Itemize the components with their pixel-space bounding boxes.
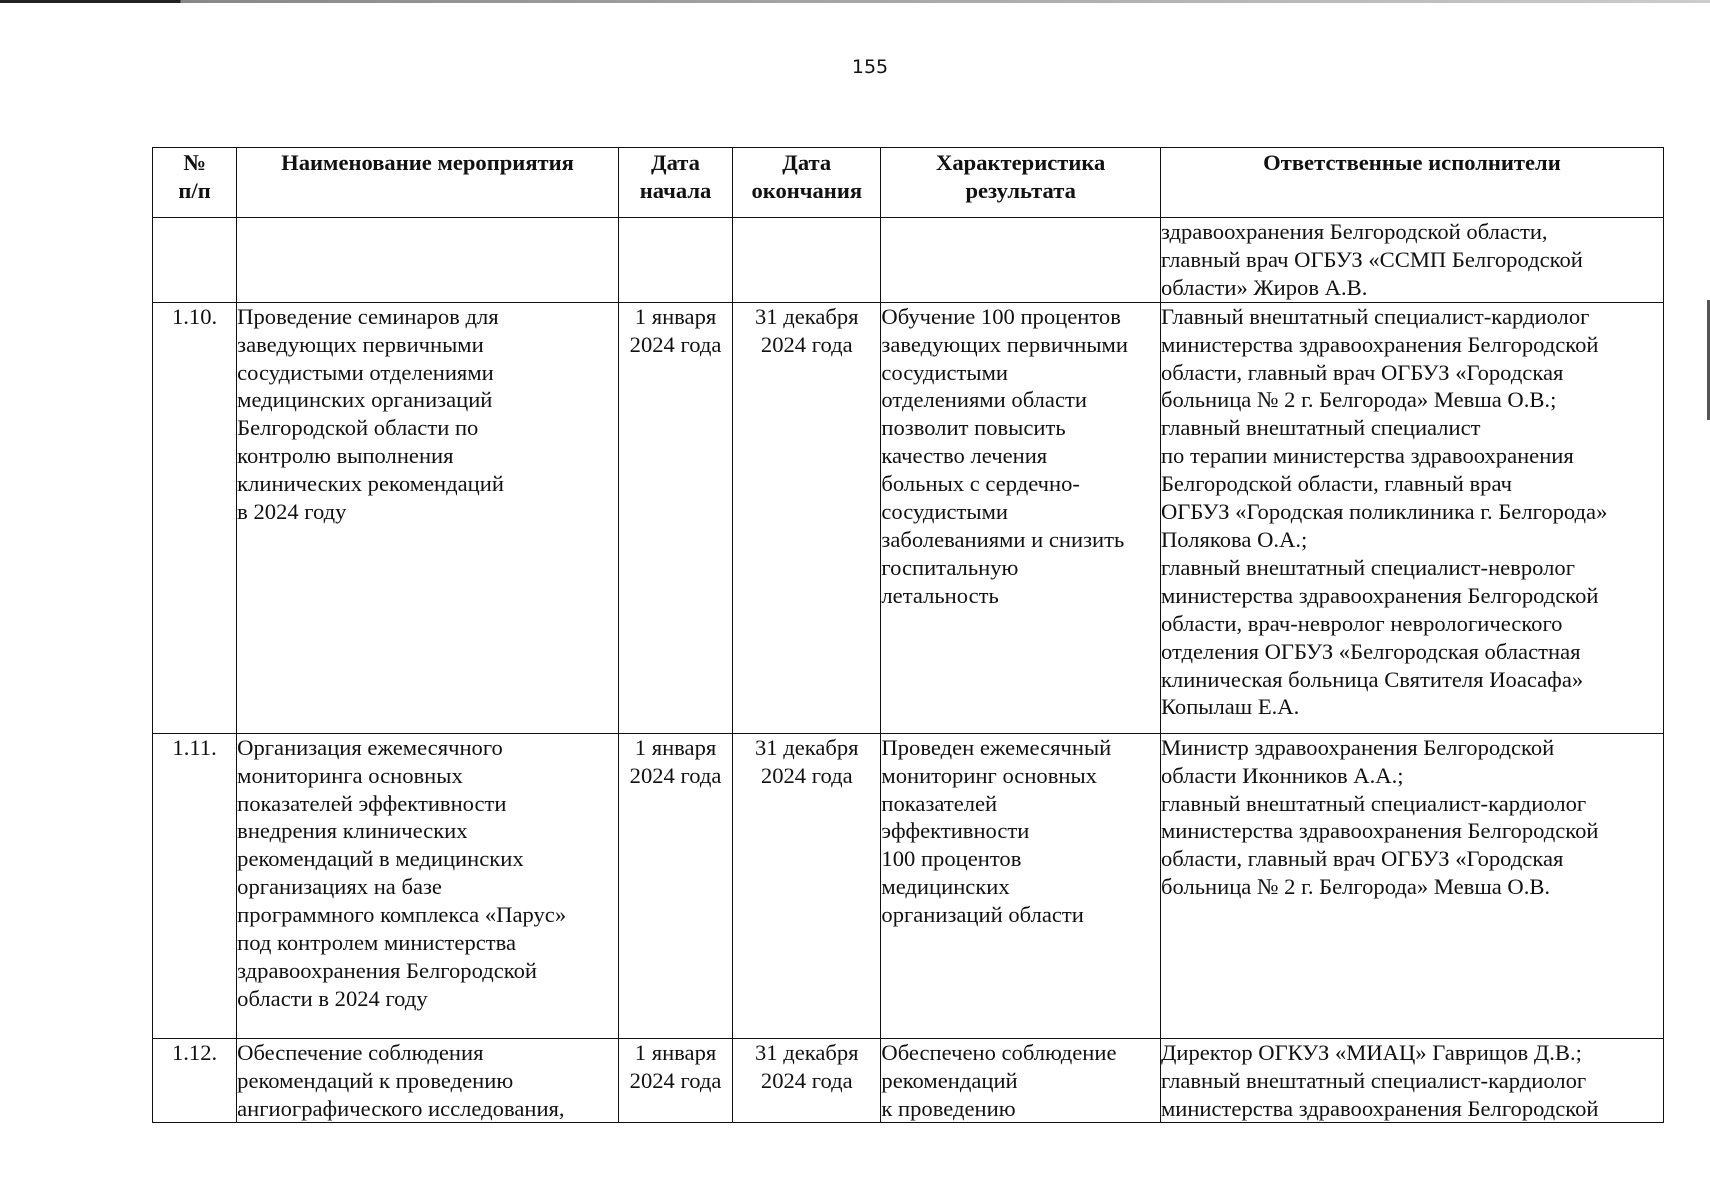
- header-num: [153, 148, 237, 218]
- text-line: сосудистыми отделениями: [237, 359, 494, 385]
- header-result: [881, 148, 1161, 218]
- text-line: Ответственные исполнители: [1263, 150, 1561, 175]
- text-line: к проведению: [881, 1095, 1016, 1121]
- cell-result: [881, 302, 1161, 733]
- text-line: рекомендаций в медицинских: [237, 846, 524, 872]
- text-line: окончания: [751, 178, 863, 203]
- page-number: 155: [851, 56, 889, 78]
- cell-end-date: [733, 1038, 881, 1123]
- text-line: в 2024 году: [237, 499, 347, 525]
- text-line: госпитальную: [881, 554, 1019, 580]
- text-line: контролю выполнения: [237, 443, 454, 469]
- text-line: области, главный врач ОГБУЗ «Городская: [1160, 359, 1564, 385]
- text-line: 31 декабря: [754, 734, 859, 760]
- text-line: сосудистыми: [881, 359, 1008, 385]
- text-line: результата: [965, 178, 1076, 203]
- cell-name: [237, 302, 619, 733]
- text-line: позволит повысить: [881, 415, 1066, 441]
- cell-num: 1.12.: [153, 1038, 237, 1123]
- text-line: 1 января: [634, 734, 717, 760]
- text-line: показателей: [881, 790, 998, 816]
- cell-name: [237, 733, 619, 1038]
- text-line: 31 декабря: [754, 303, 859, 329]
- header-responsible: [1160, 148, 1663, 218]
- text-line: главный врач ОГБУЗ «ССМП Белгородской: [1160, 246, 1583, 272]
- text-line: мониторинг основных: [881, 762, 1097, 788]
- cell-end-date: [733, 302, 881, 733]
- text-line: программного комплекса «Парус»: [237, 902, 567, 928]
- text-line: под контролем министерства: [237, 930, 517, 956]
- text-line: области в 2024 году: [237, 985, 428, 1011]
- text-line: Дата: [651, 150, 700, 175]
- header-start-date: [618, 148, 732, 218]
- text-line: министерства здравоохранения Белгородской: [1160, 331, 1599, 357]
- table-row: [153, 733, 1664, 1038]
- cell-result: [881, 1038, 1161, 1123]
- cell-end-date: [733, 733, 881, 1038]
- text-line: здравоохранения Белгородской: [237, 957, 537, 983]
- cell-end-date: [733, 218, 881, 303]
- text-line: начала: [639, 178, 712, 203]
- text-line: 2024 года: [629, 1067, 722, 1093]
- header-end-date: [733, 148, 881, 218]
- cell-num: 1.11.: [153, 733, 237, 1038]
- text-line: медицинских организаций: [237, 387, 493, 413]
- text-line: ангиографического исследования,: [237, 1095, 565, 1121]
- cell-start-date: [618, 302, 732, 733]
- text-line: отделения ОГБУЗ «Белгородская областная: [1160, 638, 1581, 664]
- text-line: заведующих первичными: [237, 331, 484, 357]
- text-line: Обеспечение соблюдения: [237, 1039, 484, 1065]
- text-line: внедрения клинических: [237, 818, 468, 844]
- table-row: [153, 1038, 1664, 1123]
- text-line: клиническая больница Святителя Иоасафа»: [1160, 666, 1584, 692]
- activities-table: [152, 147, 1664, 1123]
- text-line: показателей эффективности: [237, 790, 507, 816]
- cell-start-date: [618, 733, 732, 1038]
- text-line: 2024 года: [760, 1067, 853, 1093]
- text-line: рекомендаций: [881, 1067, 1018, 1093]
- text-line: Директор ОГКУЗ «МИАЦ» Гаврищов Д.В.;: [1160, 1039, 1582, 1065]
- cell-start-date: [618, 218, 732, 303]
- table-row: [153, 302, 1664, 733]
- text-line: больница № 2 г. Белгорода» Мевша О.В.;: [1160, 387, 1557, 413]
- text-line: 2024 года: [760, 331, 853, 357]
- text-line: 1 января: [634, 1039, 717, 1065]
- text-line: 2024 года: [629, 331, 722, 357]
- text-line: главный внештатный специалист-невролог: [1160, 554, 1575, 580]
- cell-num: 1.10.: [153, 302, 237, 733]
- text-line: Полякова О.А.;: [1160, 526, 1308, 552]
- cell-responsible: [1160, 218, 1663, 303]
- text-line: области, главный врач ОГБУЗ «Городская: [1160, 846, 1564, 872]
- text-line: клинических рекомендаций: [237, 471, 504, 497]
- text-line: по терапии министерства здравоохранения: [1160, 443, 1574, 469]
- text-line: больница № 2 г. Белгорода» Мевша О.В.: [1160, 874, 1551, 900]
- scan-edge-top: [0, 0, 1710, 3]
- text-line: мониторинга основных: [237, 762, 463, 788]
- text-line: медицинских: [881, 874, 1010, 900]
- text-line: области» Жиров А.В.: [1160, 274, 1368, 300]
- text-line: министерства здравоохранения Белгородской: [1160, 818, 1599, 844]
- table-header-row: [153, 148, 1664, 218]
- text-line: рекомендаций к проведению: [237, 1067, 514, 1093]
- text-line: Дата: [782, 150, 832, 175]
- text-line: министерства здравоохранения Белгородской: [1160, 582, 1599, 608]
- cell-result: [881, 218, 1161, 303]
- cell-responsible: [1160, 302, 1663, 733]
- text-line: Белгородской области по: [237, 415, 479, 441]
- text-line: 2024 года: [629, 762, 722, 788]
- table-row: [153, 218, 1664, 303]
- text-line: Копылаш Е.А.: [1160, 694, 1300, 720]
- text-line: главный внештатный специалист: [1160, 415, 1481, 441]
- text-line: №: [183, 150, 206, 175]
- text-line: больных с сердечно-: [881, 471, 1080, 497]
- text-line: области, врач-невролог неврологического: [1160, 610, 1563, 636]
- text-line: Министр здравоохранения Белгородской: [1160, 734, 1555, 760]
- cell-num: [153, 218, 237, 303]
- text-line: 1 января: [634, 303, 717, 329]
- text-line: Наименование мероприятия: [281, 150, 574, 175]
- text-line: Характеристика: [936, 150, 1106, 175]
- text-line: Обеспечено соблюдение: [881, 1039, 1117, 1065]
- text-line: летальность: [881, 582, 999, 608]
- text-line: 2024 года: [760, 762, 853, 788]
- cell-responsible: [1160, 1038, 1663, 1123]
- text-line: главный внештатный специалист-кардиолог: [1160, 790, 1587, 816]
- header-name: [237, 148, 619, 218]
- cell-result: [881, 733, 1161, 1038]
- text-line: области Иконников А.А.;: [1160, 762, 1404, 788]
- text-line: ОГБУЗ «Городская поликлиника г. Белгорода»: [1160, 499, 1608, 525]
- text-line: 100 процентов: [881, 846, 1022, 872]
- text-line: министерства здравоохранения Белгородской: [1160, 1095, 1599, 1121]
- cell-name: [237, 218, 619, 303]
- text-line: организаций области: [881, 902, 1084, 928]
- text-line: заведующих первичными: [881, 331, 1128, 357]
- text-line: сосудистыми: [881, 499, 1008, 525]
- cell-start-date: [618, 1038, 732, 1123]
- text-line: заболеваниями и снизить: [881, 526, 1125, 552]
- text-line: 31 декабря: [754, 1039, 859, 1065]
- text-line: Белгородской области, главный врач: [1160, 471, 1512, 497]
- text-line: качество лечения: [881, 443, 1048, 469]
- text-line: Проведен ежемесячный: [881, 734, 1112, 760]
- text-line: Проведение семинаров для: [237, 303, 499, 329]
- cell-responsible: [1160, 733, 1663, 1038]
- text-line: Главный внештатный специалист-кардиолог: [1160, 303, 1590, 329]
- text-line: эффективности: [881, 818, 1030, 844]
- text-line: главный внештатный специалист-кардиолог: [1160, 1067, 1587, 1093]
- text-line: Организация ежемесячного: [237, 734, 503, 760]
- text-line: п/п: [178, 178, 211, 203]
- text-line: здравоохранения Белгородской области,: [1160, 219, 1548, 244]
- text-line: отделениями области: [881, 387, 1087, 413]
- text-line: Обучение 100 процентов: [881, 303, 1121, 329]
- cell-name: [237, 1038, 619, 1123]
- text-line: организациях на базе: [237, 874, 442, 900]
